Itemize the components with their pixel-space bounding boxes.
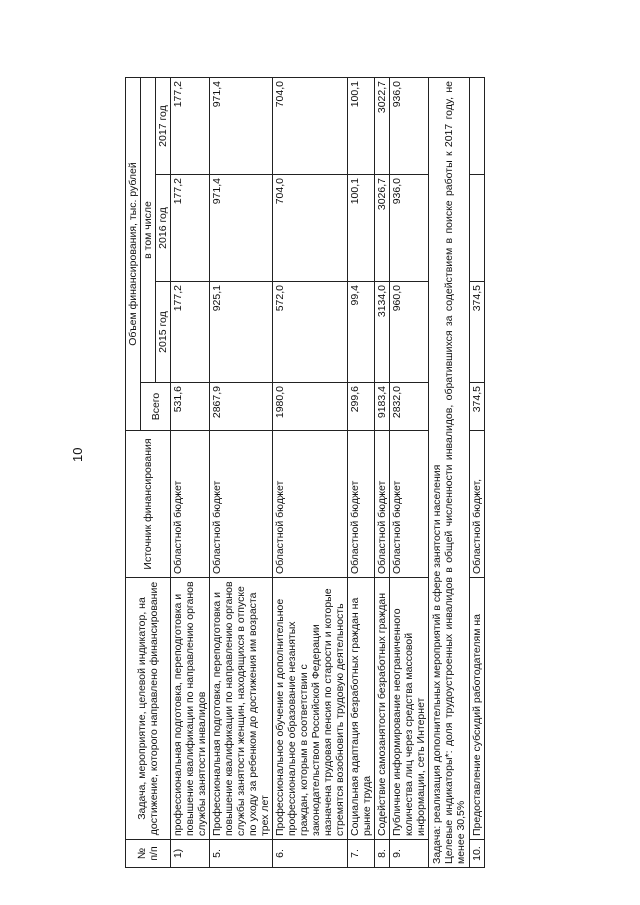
row-total: 374,5 — [470, 383, 485, 431]
row-2016: 971,4 — [210, 175, 273, 282]
row-2016: 100,1 — [348, 175, 375, 282]
row-source: Областной бюджет — [390, 431, 429, 578]
table-row — [375, 78, 390, 868]
row-text: Профессиональное обучение и дополнительное профессиональное образование незанятых граждан, которым в соответствии с законодательством Российской Федерации назначена трудовая пенсия по старости и которые стремятся возобновить трудовую деятельность — [273, 578, 348, 840]
header-including: в том числе — [141, 78, 156, 383]
row-total: 2867,9 — [210, 383, 273, 431]
table-row — [348, 78, 375, 868]
row-source: Областной бюджет — [273, 431, 348, 578]
row-source: Областной бюджет — [348, 431, 375, 578]
row-2017: 704,0 — [273, 78, 348, 175]
row-num: 10. — [470, 840, 485, 868]
header-task: Задача, мероприятие, целевой индикатор, на достижение, которого направлено финансирование — [126, 578, 171, 840]
row-num: 1) — [171, 840, 210, 868]
header-2017: 2017 год — [156, 78, 171, 175]
row-2017: 936,0 — [390, 78, 429, 175]
row-num: 7. — [348, 840, 375, 868]
indicator-text: Целевые индикаторы*: доля трудоустроенных инвалидов в общей численности инвалидов, обратившихся за содействием в поиске работы к 2017 году, не менее 30,5% — [443, 81, 467, 864]
rotated-table-wrapper — [125, 78, 585, 868]
header-2016: 2016 год — [156, 175, 171, 282]
row-2015: 177,2 — [171, 282, 210, 383]
row-2015: 374,5 — [470, 282, 485, 383]
row-num: 5. — [210, 840, 273, 868]
row-2016: 177,2 — [171, 175, 210, 282]
header-num: № п/п — [126, 840, 171, 868]
row-2015: 960,0 — [390, 282, 429, 383]
row-text: Социальная адаптация безработных граждан на рынке труда — [348, 578, 375, 840]
header-row-1 — [126, 78, 141, 868]
row-source: Областной бюджет — [171, 431, 210, 578]
header-volume: Объем финансирования, тыс. рублей — [126, 78, 141, 431]
table-row — [470, 78, 485, 868]
row-2017 — [470, 78, 485, 175]
row-text: Предоставление субсидий работодателям на — [470, 578, 485, 840]
task-body — [429, 78, 485, 868]
row-total: 299,6 — [348, 383, 375, 431]
row-source: Областной бюджет, — [470, 431, 485, 578]
row-2015: 572,0 — [273, 282, 348, 383]
page-number: 10 — [70, 447, 85, 462]
row-2017: 971,4 — [210, 78, 273, 175]
table-row — [390, 78, 429, 868]
row-2017: 100,1 — [348, 78, 375, 175]
header-2015: 2015 год — [156, 282, 171, 383]
row-2015: 925,1 — [210, 282, 273, 383]
row-text: Профессиональная подготовка, переподготовка и повышение квалификации по направлению органов службы занятости женщин, находящихся в отпуске по уходу за ребенком до достижения им возраста трех лет — [210, 578, 273, 840]
row-source: Областной бюджет — [375, 431, 390, 578]
row-total: 531,6 — [171, 383, 210, 431]
financing-table — [125, 77, 485, 868]
row-source: Областной бюджет — [210, 431, 273, 578]
row-text: Публичное информирование неограниченного количества лиц через средства массовой информации, сеть Интернет — [390, 578, 429, 840]
table-row — [171, 78, 210, 868]
row-2016: 936,0 — [390, 175, 429, 282]
task-text: Задача: реализация дополнительных мероприятий в сфере занятости населения — [431, 464, 443, 864]
row-2015: 3134,0 — [375, 282, 390, 383]
table-row — [210, 78, 273, 868]
row-2016: 3026,7 — [375, 175, 390, 282]
row-total: 2832,0 — [390, 383, 429, 431]
row-num: 9. — [390, 840, 429, 868]
task-row — [429, 78, 470, 868]
row-total: 9183,4 — [375, 383, 390, 431]
row-num: 6. — [273, 840, 348, 868]
table-body — [171, 78, 429, 868]
row-2016: 704,0 — [273, 175, 348, 282]
header-source: Источник финансирования — [126, 431, 171, 578]
header-total: Всего — [141, 383, 171, 431]
row-2017: 177,2 — [171, 78, 210, 175]
table-row — [273, 78, 348, 868]
row-total: 1980,0 — [273, 383, 348, 431]
row-text: профессиональная подготовка, переподготовка и повышение квалификации по направлению органов службы занятости инвалидов — [171, 578, 210, 840]
task-cell — [429, 78, 470, 868]
row-2015: 99,4 — [348, 282, 375, 383]
row-2017: 3022,7 — [375, 78, 390, 175]
row-num: 8. — [375, 840, 390, 868]
row-text: Содействие самозанятости безработных граждан — [375, 578, 390, 840]
row-2016 — [470, 175, 485, 282]
